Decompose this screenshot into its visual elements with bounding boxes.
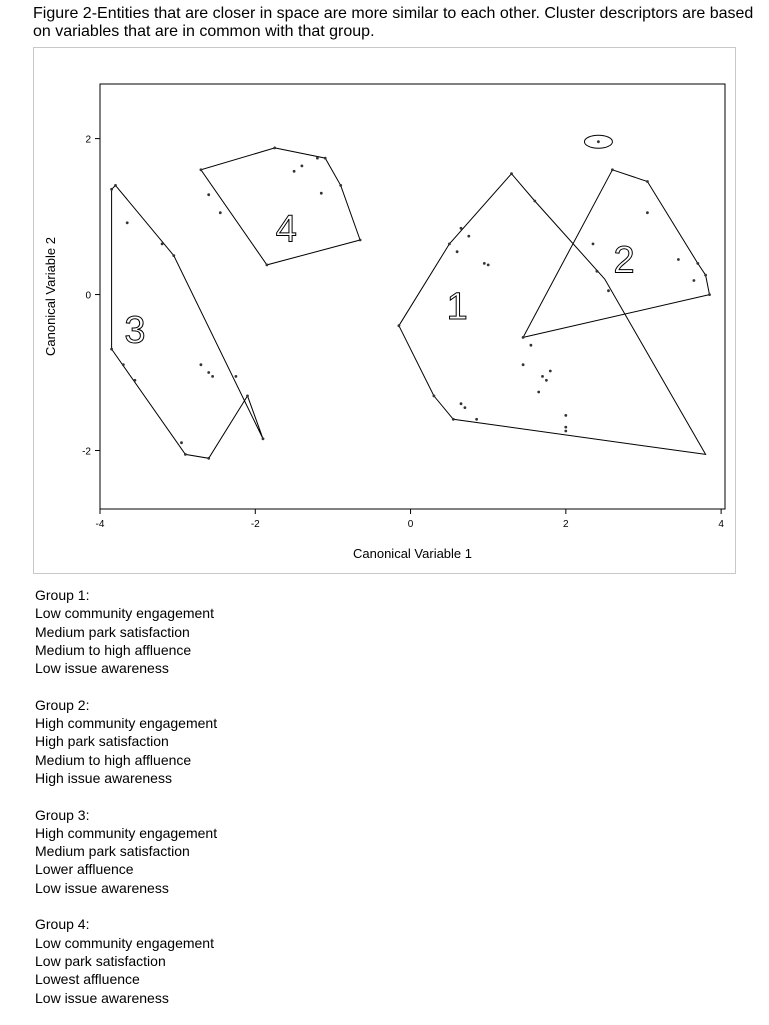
group-descriptor-line: Low issue awareness <box>35 660 169 677</box>
group-descriptor-line: Lower affluence <box>35 861 134 878</box>
y-tick-label: -2 <box>82 446 91 458</box>
cluster-label: 1 <box>446 286 468 329</box>
data-point <box>207 457 210 460</box>
group-descriptor-line: Low issue awareness <box>35 879 169 896</box>
y-tick-label: 0 <box>85 290 91 302</box>
data-point <box>448 243 451 246</box>
data-point <box>646 211 649 214</box>
data-point <box>467 235 470 238</box>
data-point <box>541 375 544 378</box>
data-point <box>464 406 467 409</box>
x-tick-label: 2 <box>563 519 569 530</box>
data-point <box>122 363 125 366</box>
data-point <box>607 289 610 292</box>
data-point <box>246 395 249 398</box>
data-point <box>433 395 436 398</box>
x-tick-label: -4 <box>95 519 105 530</box>
group-title: Group 4: <box>35 916 90 933</box>
data-point <box>475 418 478 421</box>
data-point <box>262 437 265 440</box>
data-point <box>487 264 490 267</box>
group-descriptors <box>35 586 735 1025</box>
group-descriptor-line: High community engagement <box>35 824 218 841</box>
data-point <box>564 430 567 433</box>
cluster-label: 2 <box>613 239 635 282</box>
data-point <box>398 324 401 327</box>
data-point <box>708 293 711 296</box>
data-point <box>596 270 599 273</box>
data-point <box>510 172 513 175</box>
data-point <box>456 250 459 253</box>
data-point <box>301 165 304 168</box>
figure-caption: Figure 2-Entities that are closer in space are more similar to each other. Cluster descriptors are based on variables that are in common with that group. <box>33 5 754 40</box>
y-tick-label: 2 <box>85 134 91 146</box>
y-axis-ticks <box>82 135 100 458</box>
data-point <box>522 363 525 366</box>
data-point <box>530 344 533 347</box>
data-point <box>592 243 595 246</box>
group-descriptor-line: Medium to high affluence <box>35 751 192 768</box>
group-title: Group 1: <box>35 587 90 603</box>
data-point <box>537 391 540 394</box>
data-point <box>677 258 680 261</box>
data-point <box>293 170 296 173</box>
y-axis-title: Canonical Variable 2 <box>43 237 58 356</box>
data-point <box>533 200 536 203</box>
group-descriptor-line: Low community engagement <box>35 605 214 622</box>
cluster-scatter-plot <box>33 47 736 574</box>
data-point <box>549 370 552 373</box>
data-point <box>324 157 327 160</box>
cluster-label: 3 <box>124 309 146 352</box>
data-point <box>114 184 117 187</box>
data-point <box>134 379 137 382</box>
group-descriptor-line: Low community engagement <box>35 934 214 951</box>
data-point <box>460 227 463 230</box>
data-point <box>126 221 129 224</box>
data-point <box>184 453 187 456</box>
data-point <box>693 279 696 282</box>
data-point <box>172 254 175 257</box>
data-point <box>316 157 319 160</box>
data-point <box>646 180 649 183</box>
data-point <box>211 375 214 378</box>
data-point <box>522 336 525 339</box>
group-4-descriptor <box>35 915 735 1006</box>
cluster-label: 4 <box>275 208 297 251</box>
data-point <box>359 239 362 242</box>
group-title: Group 3: <box>35 806 90 823</box>
data-point <box>110 188 113 191</box>
x-tick-label: -2 <box>250 519 260 530</box>
data-point <box>611 168 614 171</box>
data-point <box>207 193 210 196</box>
data-point <box>452 418 455 421</box>
data-point <box>235 375 238 378</box>
data-point <box>200 363 203 366</box>
data-point <box>564 414 567 417</box>
group-descriptor-line: Medium to high affluence <box>35 641 192 658</box>
group-descriptor-line: Medium park satisfaction <box>35 623 190 640</box>
data-point <box>207 371 210 374</box>
group-descriptor-line: Low park satisfaction <box>35 952 166 969</box>
group-title: Group 2: <box>35 696 90 713</box>
group-2-descriptor <box>35 696 735 787</box>
x-tick-label: 4 <box>718 519 724 530</box>
data-point <box>545 379 548 382</box>
data-point <box>597 140 600 143</box>
group-descriptor-line: High community engagement <box>35 715 218 732</box>
data-point <box>696 262 699 265</box>
group-3-descriptor <box>35 806 735 897</box>
group-descriptor-line: High park satisfaction <box>35 733 169 750</box>
data-point <box>339 184 342 187</box>
x-tick-label: 0 <box>407 519 414 530</box>
x-axis-title: Canonical Variable 1 <box>353 546 472 561</box>
x-axis-ticks <box>96 509 725 530</box>
data-point <box>200 168 203 171</box>
group-1-descriptor <box>35 586 735 677</box>
data-point <box>564 426 567 429</box>
group-descriptor-line: Medium park satisfaction <box>35 843 190 860</box>
data-point <box>266 264 269 267</box>
group-descriptor-line: Low issue awareness <box>35 989 169 1006</box>
group-descriptor-line: Lowest affluence <box>35 971 140 988</box>
data-point <box>460 402 463 405</box>
group-descriptor-line: High issue awareness <box>35 769 172 786</box>
data-point <box>483 262 486 265</box>
data-point <box>219 211 222 214</box>
data-point <box>180 441 183 444</box>
data-point <box>110 348 113 351</box>
data-point <box>273 147 276 150</box>
data-point <box>704 274 707 277</box>
data-point <box>320 192 323 195</box>
data-point <box>161 243 164 246</box>
